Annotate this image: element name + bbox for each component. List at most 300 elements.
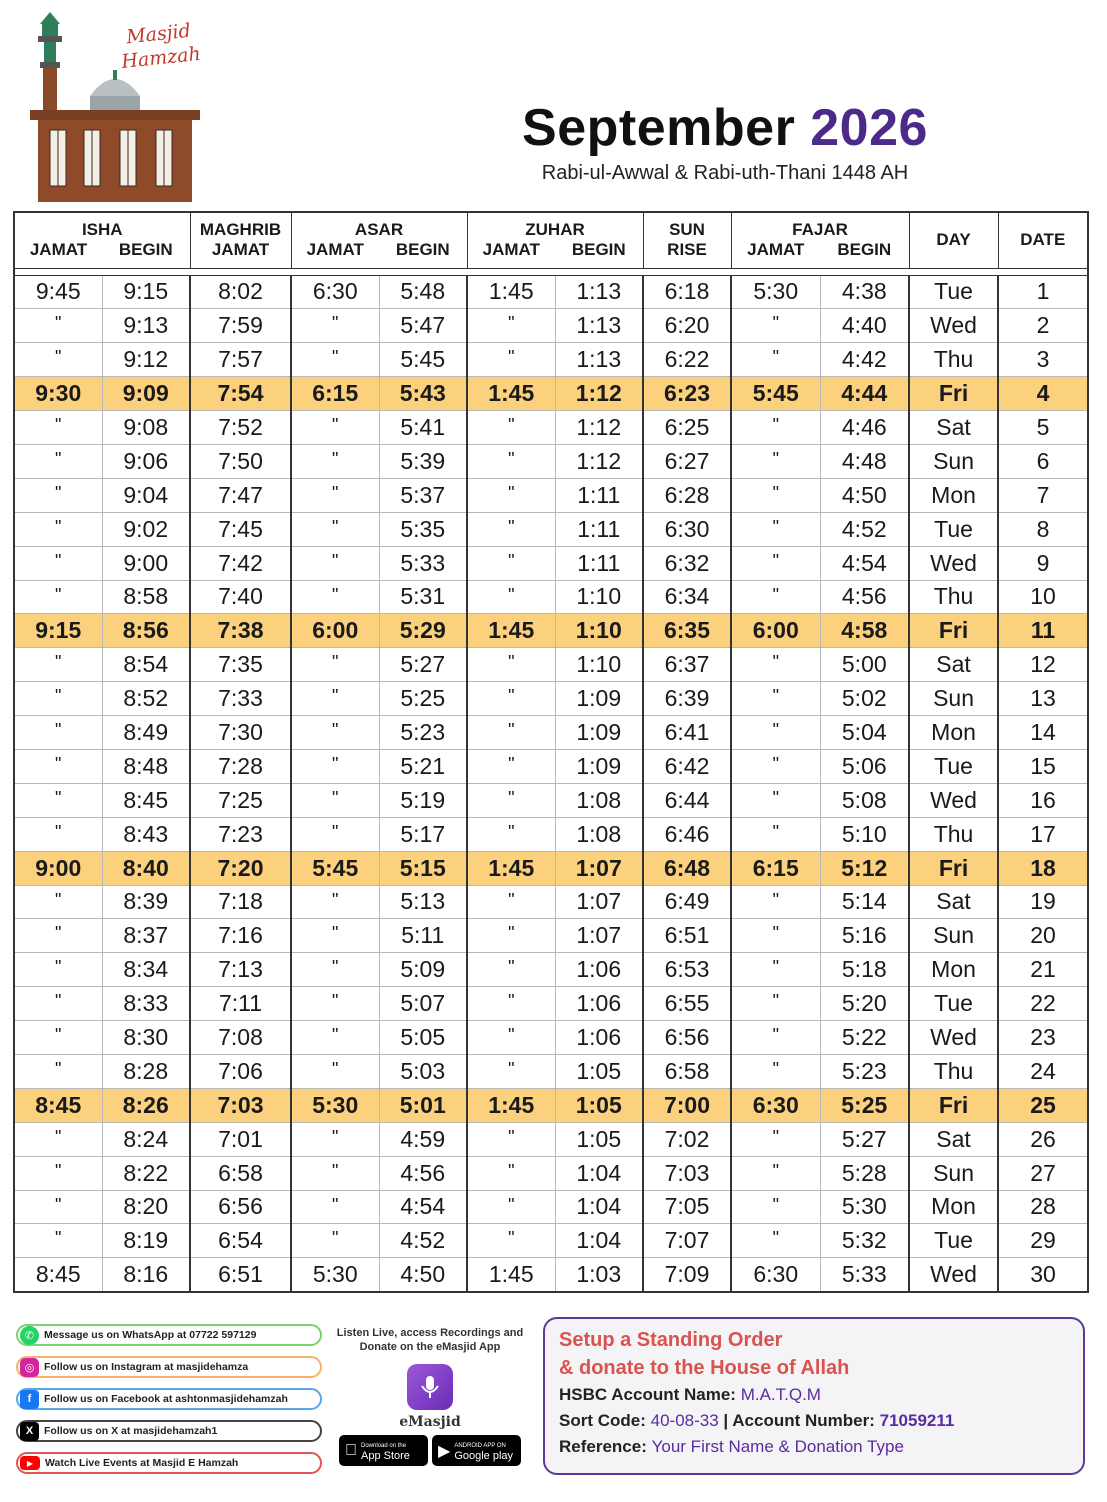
- table-row-friday: [14, 851, 1088, 885]
- zuhar-jamat-cell: 1:45: [467, 275, 555, 309]
- date-cell: 22: [998, 987, 1088, 1021]
- table-row: [14, 1190, 1088, 1224]
- isha-begin-cell: 9:09: [102, 377, 190, 411]
- zuhar-jamat-cell: ": [467, 783, 555, 817]
- sunrise-cell: 6:20: [643, 309, 731, 343]
- zuhar-begin-cell: 1:10: [555, 614, 643, 648]
- day-header: DAY: [909, 212, 998, 268]
- fajar-begin-cell: 5:12: [820, 851, 909, 885]
- youtube-icon: ▶: [20, 1456, 40, 1470]
- asar-jamat-cell: ": [291, 987, 379, 1021]
- day-cell: Thu: [909, 580, 998, 614]
- day-cell: Mon: [909, 953, 998, 987]
- isha-begin-cell: 8:34: [102, 953, 190, 987]
- date-cell: 26: [998, 1122, 1088, 1156]
- date-cell: 27: [998, 1156, 1088, 1190]
- zuhar-begin-cell: 1:12: [555, 377, 643, 411]
- isha-begin-cell: 8:26: [102, 1088, 190, 1122]
- sort-code-value: 40-08-33: [650, 1411, 719, 1430]
- isha-begin-cell: 9:02: [102, 512, 190, 546]
- date-cell: 4: [998, 377, 1088, 411]
- maghrib-jamat-cell: 6:51: [190, 1258, 291, 1292]
- isha-begin-header: BEGIN: [102, 240, 190, 268]
- day-cell: Fri: [909, 1088, 998, 1122]
- table-row: [14, 580, 1088, 614]
- maghrib-jamat-cell: 7:13: [190, 953, 291, 987]
- social-link-text: Follow us on Instagram at masjidehamza: [44, 1361, 249, 1373]
- microphone-icon: [415, 1372, 445, 1402]
- x-icon: X: [20, 1422, 39, 1441]
- isha-jamat-cell: ": [14, 1190, 102, 1224]
- asar-jamat-cell: ": [291, 343, 379, 377]
- asar-jamat-cell: 5:30: [291, 1258, 379, 1292]
- date-cell: 6: [998, 444, 1088, 478]
- fajar-begin-cell: 5:06: [820, 749, 909, 783]
- maghrib-jamat-cell: 7:08: [190, 1021, 291, 1055]
- zuhar-begin-cell: 1:08: [555, 817, 643, 851]
- fajar-jamat-cell: ": [731, 411, 820, 445]
- asar-begin-cell: 5:29: [379, 614, 467, 648]
- maghrib-jamat-cell: 7:23: [190, 817, 291, 851]
- sunrise-cell: 6:55: [643, 987, 731, 1021]
- zuhar-jamat-cell: ": [467, 546, 555, 580]
- table-row: [14, 546, 1088, 580]
- sunrise-cell: 6:37: [643, 648, 731, 682]
- maghrib-jamat-cell: 7:47: [190, 478, 291, 512]
- date-cell: 29: [998, 1224, 1088, 1258]
- zuhar-jamat-cell: ": [467, 1224, 555, 1258]
- zuhar-jamat-cell: ": [467, 1021, 555, 1055]
- maghrib-jamat-cell: 7:30: [190, 716, 291, 750]
- date-cell: 1: [998, 275, 1088, 309]
- fajar-begin-cell: 4:38: [820, 275, 909, 309]
- maghrib-jamat-cell: 7:52: [190, 411, 291, 445]
- asar-jamat-cell: ": [291, 817, 379, 851]
- zuhar-jamat-cell: ": [467, 411, 555, 445]
- fajar-jamat-cell: ": [731, 1122, 820, 1156]
- asar-jamat-cell: ": [291, 546, 379, 580]
- asar-jamat-cell: ": [291, 1224, 379, 1258]
- asar-begin-cell: 5:17: [379, 817, 467, 851]
- isha-begin-cell: 8:16: [102, 1258, 190, 1292]
- fajar-jamat-cell: ": [731, 682, 820, 716]
- asar-begin-cell: 5:39: [379, 444, 467, 478]
- isha-jamat-cell: ": [14, 817, 102, 851]
- emasjid-app-icon[interactable]: [407, 1364, 453, 1410]
- maghrib-jamat-header: JAMAT: [190, 240, 291, 268]
- zuhar-begin-cell: 1:04: [555, 1190, 643, 1224]
- fajar-jamat-cell: ": [731, 648, 820, 682]
- table-row: [14, 749, 1088, 783]
- day-cell: Wed: [909, 309, 998, 343]
- zuhar-begin-cell: 1:12: [555, 444, 643, 478]
- maghrib-jamat-cell: 7:57: [190, 343, 291, 377]
- sunrise-cell: 7:03: [643, 1156, 731, 1190]
- date-cell: 30: [998, 1258, 1088, 1292]
- asar-jamat-cell: ": [291, 682, 379, 716]
- isha-begin-cell: 9:04: [102, 478, 190, 512]
- google-play-badge[interactable]: [432, 1435, 521, 1466]
- isha-begin-cell: 9:13: [102, 309, 190, 343]
- sunrise-cell: 6:49: [643, 885, 731, 919]
- asar-header: ASAR: [291, 212, 467, 240]
- isha-jamat-cell: ": [14, 580, 102, 614]
- fajar-begin-cell: 4:46: [820, 411, 909, 445]
- sunrise-cell: 7:07: [643, 1224, 731, 1258]
- maghrib-jamat-cell: 7:35: [190, 648, 291, 682]
- date-cell: 9: [998, 546, 1088, 580]
- play-icon: ▶: [438, 1442, 451, 1460]
- asar-jamat-cell: ": [291, 1021, 379, 1055]
- fajar-begin-cell: 5:28: [820, 1156, 909, 1190]
- isha-begin-cell: 8:19: [102, 1224, 190, 1258]
- zuhar-begin-cell: 1:09: [555, 682, 643, 716]
- isha-begin-cell: 8:33: [102, 987, 190, 1021]
- fajar-begin-cell: 5:23: [820, 1054, 909, 1088]
- isha-begin-cell: 8:45: [102, 783, 190, 817]
- whatsapp-icon: ✆: [20, 1326, 39, 1345]
- asar-begin-cell: 5:21: [379, 749, 467, 783]
- asar-jamat-cell: 6:15: [291, 377, 379, 411]
- table-row: [14, 478, 1088, 512]
- fajar-begin-cell: 5:02: [820, 682, 909, 716]
- day-cell: Tue: [909, 1224, 998, 1258]
- emasjid-text-line1: Listen Live, access Recordings and: [336, 1327, 524, 1339]
- day-cell: Tue: [909, 987, 998, 1021]
- maghrib-jamat-cell: 7:40: [190, 580, 291, 614]
- maghrib-jamat-cell: 7:42: [190, 546, 291, 580]
- reference-label: Reference:: [559, 1437, 647, 1456]
- fajar-begin-cell: 5:22: [820, 1021, 909, 1055]
- sunrise-cell: 6:39: [643, 682, 731, 716]
- zuhar-jamat-cell: ": [467, 953, 555, 987]
- day-cell: Mon: [909, 478, 998, 512]
- table-row: [14, 682, 1088, 716]
- day-cell: Wed: [909, 546, 998, 580]
- table-row: [14, 1054, 1088, 1088]
- zuhar-jamat-cell: ": [467, 817, 555, 851]
- zuhar-begin-cell: 1:05: [555, 1054, 643, 1088]
- table-row: [14, 885, 1088, 919]
- maghrib-jamat-cell: 7:25: [190, 783, 291, 817]
- date-cell: 17: [998, 817, 1088, 851]
- fajar-begin-cell: 4:48: [820, 444, 909, 478]
- zuhar-jamat-cell: ": [467, 1054, 555, 1088]
- fajar-begin-cell: 5:32: [820, 1224, 909, 1258]
- zuhar-begin-cell: 1:09: [555, 716, 643, 750]
- isha-begin-cell: 9:08: [102, 411, 190, 445]
- reference-value: Your First Name & Donation Type: [651, 1437, 904, 1456]
- asar-jamat-cell: 6:00: [291, 614, 379, 648]
- maghrib-jamat-cell: 7:18: [190, 885, 291, 919]
- fajar-jamat-cell: ": [731, 783, 820, 817]
- isha-jamat-cell: ": [14, 478, 102, 512]
- isha-header: ISHA: [14, 212, 190, 240]
- isha-jamat-cell: ": [14, 512, 102, 546]
- table-row: [14, 1122, 1088, 1156]
- maghrib-jamat-cell: 7:50: [190, 444, 291, 478]
- emasjid-text-line2: Donate on the eMasjid App: [359, 1341, 501, 1353]
- isha-jamat-cell: ": [14, 783, 102, 817]
- asar-begin-cell: 5:01: [379, 1088, 467, 1122]
- asar-jamat-cell: ": [291, 885, 379, 919]
- sunrise-header-line1: SUN: [643, 212, 731, 240]
- social-link-text: Follow us on Facebook at ashtonmasjidehamzah: [44, 1393, 288, 1405]
- account-name-row: [559, 1382, 1069, 1408]
- isha-begin-cell: 8:43: [102, 817, 190, 851]
- maghrib-jamat-cell: 7:28: [190, 749, 291, 783]
- zuhar-jamat-cell: 1:45: [467, 851, 555, 885]
- sunrise-cell: 6:44: [643, 783, 731, 817]
- fajar-begin-cell: 5:16: [820, 919, 909, 953]
- table-row-friday: [14, 614, 1088, 648]
- account-number-label: Account Number:: [732, 1411, 875, 1430]
- table-row: [14, 512, 1088, 546]
- isha-jamat-cell: 8:45: [14, 1258, 102, 1292]
- asar-begin-cell: 5:31: [379, 580, 467, 614]
- fajar-jamat-cell: ": [731, 1054, 820, 1088]
- day-cell: Sat: [909, 885, 998, 919]
- fajar-jamat-cell: 5:45: [731, 377, 820, 411]
- fajar-jamat-cell: ": [731, 478, 820, 512]
- zuhar-begin-cell: 1:07: [555, 919, 643, 953]
- zuhar-jamat-cell: ": [467, 1156, 555, 1190]
- google-play-small: ANDROID APP ON: [454, 1442, 506, 1449]
- zuhar-begin-cell: 1:06: [555, 953, 643, 987]
- asar-jamat-cell: ": [291, 919, 379, 953]
- asar-jamat-cell: 5:45: [291, 851, 379, 885]
- isha-jamat-cell: ": [14, 1021, 102, 1055]
- social-link-instagram[interactable]: [16, 1356, 322, 1378]
- table-row: [14, 1021, 1088, 1055]
- table-row: [14, 783, 1088, 817]
- fajar-jamat-header: JAMAT: [731, 240, 820, 268]
- asar-begin-cell: 5:47: [379, 309, 467, 343]
- fajar-begin-cell: 5:18: [820, 953, 909, 987]
- asar-jamat-cell: ": [291, 1122, 379, 1156]
- title-year: 2026: [810, 99, 928, 157]
- sunrise-cell: 6:46: [643, 817, 731, 851]
- asar-jamat-header: JAMAT: [291, 240, 379, 268]
- isha-jamat-cell: ": [14, 682, 102, 716]
- table-row-friday: [14, 1088, 1088, 1122]
- isha-begin-cell: 8:22: [102, 1156, 190, 1190]
- fajar-begin-cell: 5:04: [820, 716, 909, 750]
- maghrib-jamat-cell: 7:03: [190, 1088, 291, 1122]
- zuhar-begin-cell: 1:07: [555, 851, 643, 885]
- social-link-whatsapp[interactable]: [16, 1324, 322, 1346]
- sunrise-cell: 6:25: [643, 411, 731, 445]
- social-link-text: Watch Live Events at Masjid E Hamzah: [45, 1457, 239, 1469]
- title-month: September: [522, 99, 796, 157]
- facebook-icon: f: [20, 1390, 39, 1409]
- fajar-jamat-cell: ": [731, 1224, 820, 1258]
- zuhar-jamat-cell: ": [467, 309, 555, 343]
- zuhar-begin-cell: 1:13: [555, 275, 643, 309]
- zuhar-begin-cell: 1:04: [555, 1224, 643, 1258]
- social-link-facebook[interactable]: [16, 1388, 322, 1410]
- day-cell: Tue: [909, 749, 998, 783]
- table-row-friday: [14, 377, 1088, 411]
- isha-jamat-cell: 8:45: [14, 1088, 102, 1122]
- isha-begin-cell: 8:20: [102, 1190, 190, 1224]
- asar-begin-cell: 5:15: [379, 851, 467, 885]
- maghrib-jamat-cell: 6:58: [190, 1156, 291, 1190]
- fajar-begin-cell: 5:27: [820, 1122, 909, 1156]
- zuhar-jamat-cell: 1:45: [467, 1258, 555, 1292]
- day-cell: Wed: [909, 1021, 998, 1055]
- day-cell: Thu: [909, 343, 998, 377]
- day-cell: Fri: [909, 614, 998, 648]
- zuhar-jamat-cell: ": [467, 478, 555, 512]
- zuhar-begin-cell: 1:05: [555, 1122, 643, 1156]
- table-row: [14, 987, 1088, 1021]
- maghrib-jamat-cell: 7:20: [190, 851, 291, 885]
- fajar-jamat-cell: ": [731, 987, 820, 1021]
- asar-begin-cell: 5:33: [379, 546, 467, 580]
- asar-jamat-cell: ": [291, 1054, 379, 1088]
- date-cell: 13: [998, 682, 1088, 716]
- social-link-text: Message us on WhatsApp at 07722 597129: [44, 1329, 257, 1341]
- asar-jamat-cell: ": [291, 1156, 379, 1190]
- zuhar-begin-cell: 1:04: [555, 1156, 643, 1190]
- zuhar-begin-header: BEGIN: [555, 240, 643, 268]
- social-link-youtube[interactable]: [16, 1452, 322, 1474]
- asar-jamat-cell: ": [291, 512, 379, 546]
- prayer-timetable: [13, 211, 1089, 1293]
- day-cell: Mon: [909, 716, 998, 750]
- day-cell: Fri: [909, 851, 998, 885]
- fajar-begin-header: BEGIN: [820, 240, 909, 268]
- asar-begin-cell: 5:13: [379, 885, 467, 919]
- app-store-small: Download on the: [349, 1442, 395, 1449]
- title-block: [470, 98, 980, 185]
- social-link-x[interactable]: [16, 1420, 322, 1442]
- day-cell: Sat: [909, 1122, 998, 1156]
- day-cell: Tue: [909, 275, 998, 309]
- fajar-jamat-cell: 6:00: [731, 614, 820, 648]
- page-title: [470, 98, 980, 158]
- fajar-begin-cell: 4:52: [820, 512, 909, 546]
- isha-jamat-cell: ": [14, 648, 102, 682]
- maghrib-jamat-cell: 7:06: [190, 1054, 291, 1088]
- sort-code-label: Sort Code:: [559, 1411, 646, 1430]
- logo-text-line2: Hamzah: [120, 42, 202, 74]
- date-cell: 10: [998, 580, 1088, 614]
- sunrise-cell: 6:42: [643, 749, 731, 783]
- maghrib-jamat-cell: 7:54: [190, 377, 291, 411]
- table-row: [14, 1224, 1088, 1258]
- zuhar-begin-cell: 1:10: [555, 580, 643, 614]
- isha-jamat-cell: ": [14, 444, 102, 478]
- emasjid-promo: [332, 1326, 528, 1466]
- sunrise-header-line2: RISE: [643, 240, 731, 268]
- zuhar-begin-cell: 1:06: [555, 987, 643, 1021]
- zuhar-begin-cell: 1:10: [555, 648, 643, 682]
- asar-begin-cell: 5:23: [379, 716, 467, 750]
- isha-begin-cell: 8:39: [102, 885, 190, 919]
- asar-begin-cell: 4:50: [379, 1258, 467, 1292]
- day-cell: Sun: [909, 682, 998, 716]
- isha-jamat-cell: ": [14, 546, 102, 580]
- asar-begin-cell: 4:54: [379, 1190, 467, 1224]
- asar-jamat-cell: ": [291, 478, 379, 512]
- date-cell: 21: [998, 953, 1088, 987]
- isha-jamat-cell: ": [14, 1224, 102, 1258]
- zuhar-jamat-cell: ": [467, 1122, 555, 1156]
- zuhar-jamat-cell: 1:45: [467, 377, 555, 411]
- isha-begin-cell: 8:52: [102, 682, 190, 716]
- zuhar-jamat-cell: ": [467, 749, 555, 783]
- isha-jamat-cell: ": [14, 1054, 102, 1088]
- fajar-jamat-cell: ": [731, 580, 820, 614]
- table-row: [14, 411, 1088, 445]
- fajar-jamat-cell: ": [731, 1156, 820, 1190]
- isha-begin-cell: 8:24: [102, 1122, 190, 1156]
- donate-title-line1: Setup a Standing Order: [559, 1329, 783, 1351]
- fajar-jamat-cell: ": [731, 1190, 820, 1224]
- table-row: [14, 309, 1088, 343]
- date-cell: 20: [998, 919, 1088, 953]
- asar-jamat-cell: ": [291, 1190, 379, 1224]
- app-store-badge[interactable]: [339, 1435, 428, 1466]
- day-cell: Sat: [909, 648, 998, 682]
- isha-jamat-cell: 9:45: [14, 275, 102, 309]
- asar-begin-cell: 5:27: [379, 648, 467, 682]
- maghrib-jamat-cell: 7:11: [190, 987, 291, 1021]
- asar-jamat-cell: ": [291, 309, 379, 343]
- fajar-jamat-cell: ": [731, 919, 820, 953]
- isha-begin-cell: 9:15: [102, 275, 190, 309]
- fajar-jamat-cell: ": [731, 817, 820, 851]
- date-cell: 14: [998, 716, 1088, 750]
- date-cell: 19: [998, 885, 1088, 919]
- fajar-begin-cell: 4:50: [820, 478, 909, 512]
- day-cell: Wed: [909, 1258, 998, 1292]
- date-cell: 12: [998, 648, 1088, 682]
- asar-begin-cell: 5:07: [379, 987, 467, 1021]
- date-cell: 23: [998, 1021, 1088, 1055]
- sunrise-cell: 6:32: [643, 546, 731, 580]
- zuhar-begin-cell: 1:08: [555, 783, 643, 817]
- fajar-jamat-cell: ": [731, 885, 820, 919]
- isha-begin-cell: 8:30: [102, 1021, 190, 1055]
- asar-jamat-cell: ": [291, 783, 379, 817]
- fajar-jamat-cell: 6:30: [731, 1258, 820, 1292]
- app-store-big: App Store: [349, 1449, 398, 1462]
- asar-jamat-cell: ": [291, 444, 379, 478]
- fajar-begin-cell: 5:30: [820, 1190, 909, 1224]
- zuhar-jamat-cell: ": [467, 444, 555, 478]
- isha-jamat-cell: 9:30: [14, 377, 102, 411]
- fajar-begin-cell: 5:14: [820, 885, 909, 919]
- maghrib-jamat-cell: 7:33: [190, 682, 291, 716]
- asar-begin-cell: 5:03: [379, 1054, 467, 1088]
- isha-jamat-cell: 9:15: [14, 614, 102, 648]
- fajar-jamat-cell: ": [731, 444, 820, 478]
- date-cell: 28: [998, 1190, 1088, 1224]
- day-cell: Tue: [909, 512, 998, 546]
- date-cell: 15: [998, 749, 1088, 783]
- zuhar-jamat-cell: ": [467, 343, 555, 377]
- fajar-begin-cell: 4:56: [820, 580, 909, 614]
- emasjid-app-name: eMasjid: [399, 1414, 461, 1430]
- isha-begin-cell: 9:06: [102, 444, 190, 478]
- isha-begin-cell: 9:00: [102, 546, 190, 580]
- fajar-jamat-cell: ": [731, 953, 820, 987]
- fajar-begin-cell: 4:44: [820, 377, 909, 411]
- asar-begin-cell: 5:45: [379, 343, 467, 377]
